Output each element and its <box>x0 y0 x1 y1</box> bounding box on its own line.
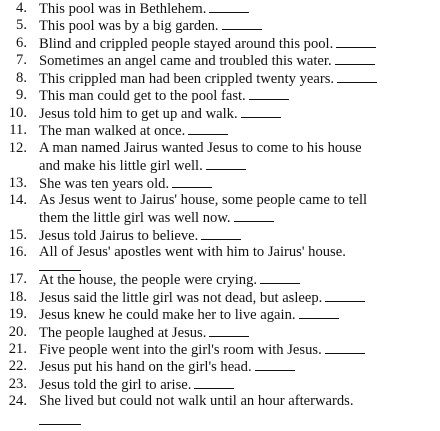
question-number: 18. <box>8 289 27 305</box>
answer-blank[interactable] <box>255 358 295 371</box>
question-text: Sometimes an angel came and troubled this water. <box>39 53 332 69</box>
question-text-line <box>39 175 212 193</box>
question-text: them the little girl was well now. <box>39 210 231 226</box>
question-text-line <box>39 324 249 342</box>
question-item <box>0 122 440 139</box>
question-text: The people laughed at Jesus. <box>39 325 207 341</box>
question-text: This pool was by a big garden. <box>39 18 219 34</box>
answer-blank[interactable] <box>194 376 234 389</box>
question-item <box>0 271 440 288</box>
answer-blank[interactable] <box>201 227 241 240</box>
answer-blank[interactable] <box>325 289 365 302</box>
question-continuation <box>0 209 440 226</box>
answer-blank[interactable] <box>337 70 377 83</box>
question-number: 12. <box>8 140 27 156</box>
question-text-line <box>39 209 274 227</box>
question-text-line <box>39 87 289 105</box>
question-item <box>0 306 440 323</box>
question-item <box>0 393 440 410</box>
answer-blank[interactable] <box>249 87 289 100</box>
question-text-line <box>39 289 365 307</box>
question-item <box>0 140 440 157</box>
question-number: 10. <box>8 105 27 121</box>
question-number: 19. <box>8 306 27 322</box>
question-text-line <box>39 0 249 18</box>
question-number: 20. <box>8 324 27 340</box>
question-number: 15. <box>8 227 27 243</box>
answer-blank[interactable] <box>206 157 246 170</box>
question-text-line <box>39 122 228 140</box>
question-text-line <box>39 105 281 123</box>
question-text: This crippled man had been crippled twenty years. <box>39 71 335 87</box>
answer-blank[interactable] <box>172 175 212 188</box>
question-text: Jesus knew he could make her to live again. <box>39 307 296 323</box>
question-text: All of Jesus' apostles went with him to Jairus' house. <box>39 244 346 260</box>
question-text: Jesus told the girl to arise. <box>39 377 192 393</box>
question-number: 14. <box>8 192 27 208</box>
question-text: The man walked at once. <box>39 123 186 139</box>
question-text: Blind and crippled people stayed around this pool. <box>39 36 334 52</box>
question-item <box>0 324 440 341</box>
answer-blank[interactable] <box>209 324 249 337</box>
question-number: 6. <box>16 35 27 51</box>
question-number: 13. <box>8 175 27 191</box>
question-text: Jesus told Jairus to believe. <box>39 228 199 244</box>
question-text-line <box>39 306 339 324</box>
question-text-line: A man named Jairus wanted Jesus to come to his house <box>39 140 362 156</box>
question-text: This pool was in Bethlehem. <box>39 1 207 17</box>
question-number: 22. <box>8 358 27 374</box>
question-number: 24. <box>8 393 27 409</box>
question-text: She lived but could not walk until an hour afterwards. <box>39 393 354 409</box>
question-text-line <box>39 341 365 359</box>
question-text: This man could get to the pool fast. <box>39 88 246 104</box>
question-text: and make his little girl well. <box>39 158 203 174</box>
question-number: 11. <box>9 122 27 138</box>
answer-blank[interactable] <box>336 35 376 48</box>
question-text-line <box>39 358 295 376</box>
answer-blank[interactable] <box>335 52 375 65</box>
answer-blank[interactable] <box>39 424 81 425</box>
question-text: Jesus told him to get up and walk. <box>39 106 238 122</box>
answer-blank[interactable] <box>209 0 249 13</box>
question-text: She was ten years old. <box>39 176 170 192</box>
question-text: At the house, the people were crying. <box>39 272 258 288</box>
question-item <box>0 52 440 69</box>
question-item <box>0 376 440 393</box>
question-number: 23. <box>8 376 27 392</box>
question-item <box>0 17 440 34</box>
question-number: 16. <box>8 244 27 260</box>
answer-blank[interactable] <box>299 306 339 319</box>
answer-blank[interactable] <box>222 17 262 30</box>
question-item <box>0 70 440 87</box>
question-number: 9. <box>16 87 27 103</box>
question-number: 5. <box>16 17 27 33</box>
question-text-line <box>39 227 241 245</box>
answer-blank[interactable] <box>241 105 281 118</box>
question-text-line: As Jesus went to Jairus' house, some people came to tell <box>39 192 368 208</box>
question-number: 8. <box>16 70 27 86</box>
question-text-line <box>39 35 376 53</box>
question-item <box>0 0 440 17</box>
question-item <box>0 358 440 375</box>
question-text-line <box>39 70 377 88</box>
answer-blank[interactable] <box>260 271 300 284</box>
question-item <box>0 105 440 122</box>
question-number: 4. <box>16 0 27 16</box>
question-continuation <box>0 157 440 174</box>
question-number: 17. <box>8 271 27 287</box>
answer-blank[interactable] <box>325 341 365 354</box>
answer-blank[interactable] <box>188 122 228 135</box>
question-text-line <box>39 17 262 35</box>
question-number: 7. <box>16 52 27 68</box>
question-item <box>0 192 440 209</box>
question-item <box>0 35 440 52</box>
question-item <box>0 227 440 244</box>
question-text-line <box>39 376 234 394</box>
question-item <box>0 289 440 306</box>
question-text: Five people went into the girl's room with Jesus. <box>39 342 322 358</box>
question-item <box>0 244 440 261</box>
question-item <box>0 341 440 358</box>
answer-blank[interactable] <box>234 209 274 222</box>
question-item <box>0 87 440 104</box>
question-text-line <box>39 271 300 289</box>
question-item <box>0 175 440 192</box>
question-text-line <box>39 157 246 175</box>
question-text: Jesus said the little girl was not dead, but asleep. <box>39 290 323 306</box>
question-text-line <box>39 52 375 70</box>
question-number: 21. <box>8 341 27 357</box>
question-text: Jesus put his hand on the girl's head. <box>39 359 252 375</box>
